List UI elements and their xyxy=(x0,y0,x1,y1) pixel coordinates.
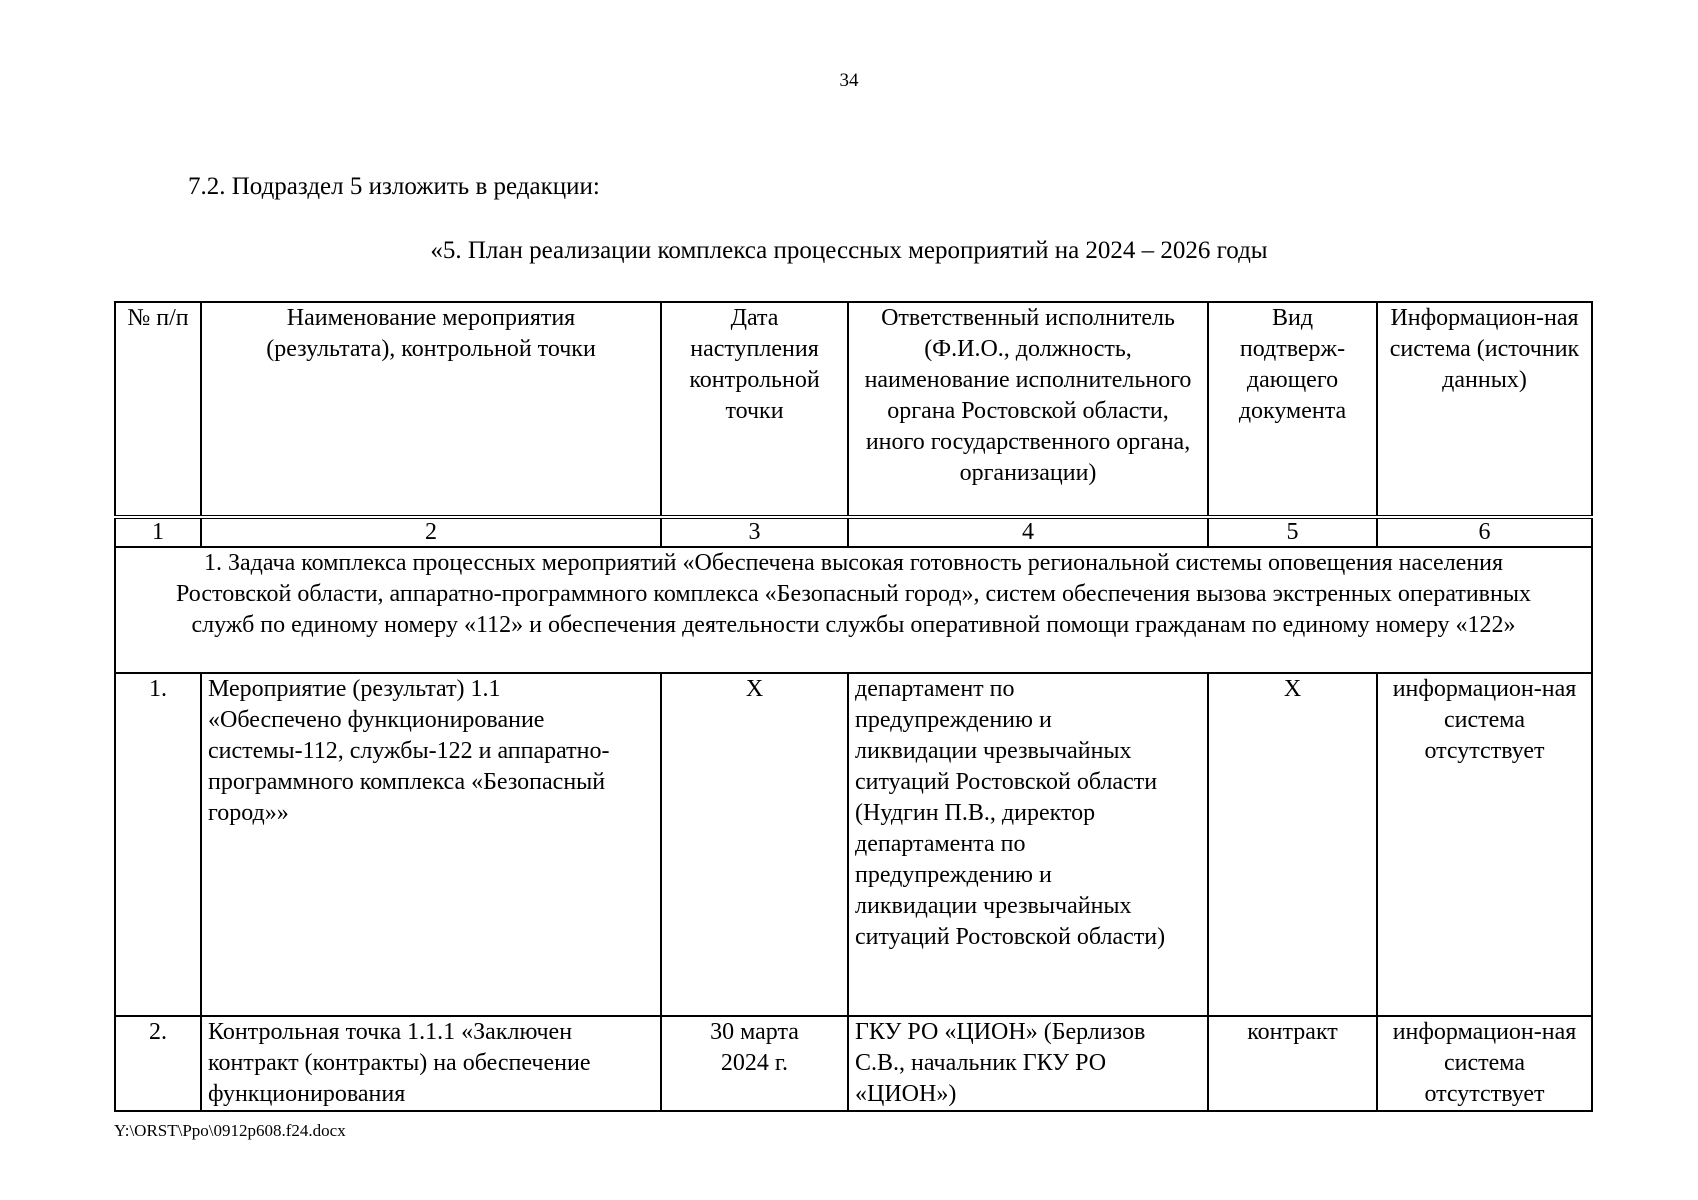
table-row xyxy=(115,1016,1592,1111)
confirming-document: контракт xyxy=(1208,1016,1377,1111)
row-number: 1. xyxy=(115,673,201,1016)
header-row xyxy=(115,302,1592,517)
responsible-executor: ГКУ РО «ЦИОН» (Берлизов С.В., начальник ГКУ РО «ЦИОН») xyxy=(848,1016,1208,1111)
page-number: 34 xyxy=(839,70,859,91)
row-number: 2. xyxy=(115,1016,201,1111)
column-number-row xyxy=(115,517,1592,547)
responsible-executor: департамент по предупреждению и ликвидации чрезвычайных ситуаций Ростовской области (Нудгин П.В., директор департамента по предупреждению и ликвидации чрезвычайных ситуаций Ростовской области) xyxy=(848,673,1208,1016)
column-number: 2 xyxy=(201,517,661,547)
column-number: 6 xyxy=(1377,517,1592,547)
table-title: «5. План реализации комплекса процессных мероприятий на 2024 – 2026 годы xyxy=(430,237,1268,264)
file-path-footer: Y:\ORST\Ppo\0912p608.f24.docx xyxy=(114,1121,346,1140)
header-system: Информацион-ная система (источник данных) xyxy=(1377,302,1592,517)
header-date: Дата наступления контрольной точки xyxy=(661,302,848,517)
header-name: Наименование мероприятия (результата), контрольной точки xyxy=(201,302,661,517)
table-row xyxy=(115,673,1592,1016)
confirming-document: X xyxy=(1208,673,1377,1016)
column-number: 4 xyxy=(848,517,1208,547)
column-number: 3 xyxy=(661,517,848,547)
checkpoint-date: X xyxy=(661,673,848,1016)
amendment-intro: 7.2. Подраздел 5 изложить в редакции: xyxy=(188,173,600,200)
information-system: информацион-ная система отсутствует xyxy=(1377,673,1592,1016)
header-doc: Вид подтверж-дающего документа xyxy=(1208,302,1377,517)
header-num: № п/п xyxy=(115,302,201,517)
checkpoint-date: 30 марта 2024 г. xyxy=(661,1016,848,1111)
task-row xyxy=(115,547,1592,673)
information-system: информацион-ная система отсутствует xyxy=(1377,1016,1592,1111)
column-number: 1 xyxy=(115,517,201,547)
task-text: 1. Задача комплекса процессных мероприятий «Обеспечена высокая готовность региональной системы оповещения населения Ростовской области, аппаратно-программного комплекса «Безопасный город», систем обеспечения вызова экстренных оперативных служб по единому номеру «112» и обеспечения деятельности службы оперативной помощи гражданам по единому номеру «122» xyxy=(115,547,1592,673)
activity-name: Контрольная точка 1.1.1 «Заключен контракт (контракты) на обеспечение функционирования xyxy=(201,1016,661,1111)
activity-name: Мероприятие (результат) 1.1 «Обеспечено функционирование системы-112, службы-122 и аппаратно-программного комплекса «Безопасный город»» xyxy=(201,673,661,1016)
header-responsible: Ответственный исполнитель (Ф.И.О., должность, наименование исполнительного органа Ростовской области, иного государственного органа, организации) xyxy=(848,302,1208,517)
column-number: 5 xyxy=(1208,517,1377,547)
plan-table xyxy=(114,301,1593,1112)
